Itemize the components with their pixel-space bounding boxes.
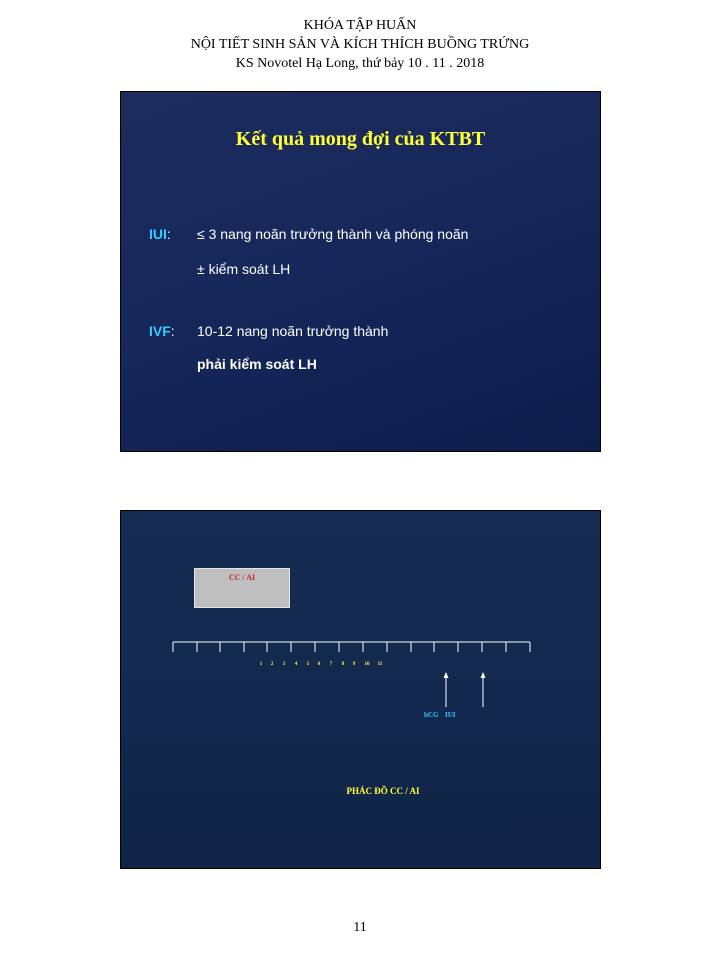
iui-label: IUI: [149,226,171,242]
protocol-caption: PHÁC ĐỒ CC / AI [346,786,420,796]
hcg-label: hCG [424,711,439,719]
iui-text-line1: ≤ 3 nang noãn trưởng thành và phóng noãn [197,226,469,242]
day-label-6: 6 [317,662,321,667]
day-label-5: 5 [306,662,310,667]
day-label-10: 10 [364,662,370,667]
day-label-1: 1 [259,662,263,667]
protocol-timeline [121,511,601,869]
day-label-8: 8 [341,662,345,667]
slide-expected-results [120,91,601,452]
hcg-arrow-head [444,672,449,678]
slide-title: Kết quả mong đợi của KTBT [235,128,486,150]
day-label-11: 11 [377,662,383,667]
day-label-4: 4 [294,662,298,667]
header-course: KHÓA TẬP HUẤN [303,18,417,33]
timeline-day-labels [260,662,383,667]
cc-ai-box-label: CC / AI [228,573,256,582]
day-label-9: 9 [352,662,356,667]
day-label-2: 2 [270,662,274,667]
ivf-text-line1: 10-12 nang noãn trưởng thành [197,323,389,339]
ivf-text-line2: phải kiểm soát LH [197,356,317,372]
ivf-label: IVF: [149,323,175,339]
header-topic: NỘI TIẾT SINH SẢN VÀ KÍCH THÍCH BUỒNG TRỨNG [190,37,530,52]
page-number: 11 [353,920,367,935]
iui-timing-label: IUI [445,711,456,719]
timeline-tick-marks [173,642,530,652]
iui-text-line2: ± kiểm soát LH [197,261,291,277]
header-venue-date: KS Novotel Hạ Long, thứ bảy 10 . 11 . 2018 [235,56,485,71]
slide-cc-ai-protocol [120,510,601,869]
day-label-7: 7 [329,662,333,667]
iui-arrow-head [481,672,486,678]
day-label-3: 3 [282,662,286,667]
page-header [0,16,720,73]
